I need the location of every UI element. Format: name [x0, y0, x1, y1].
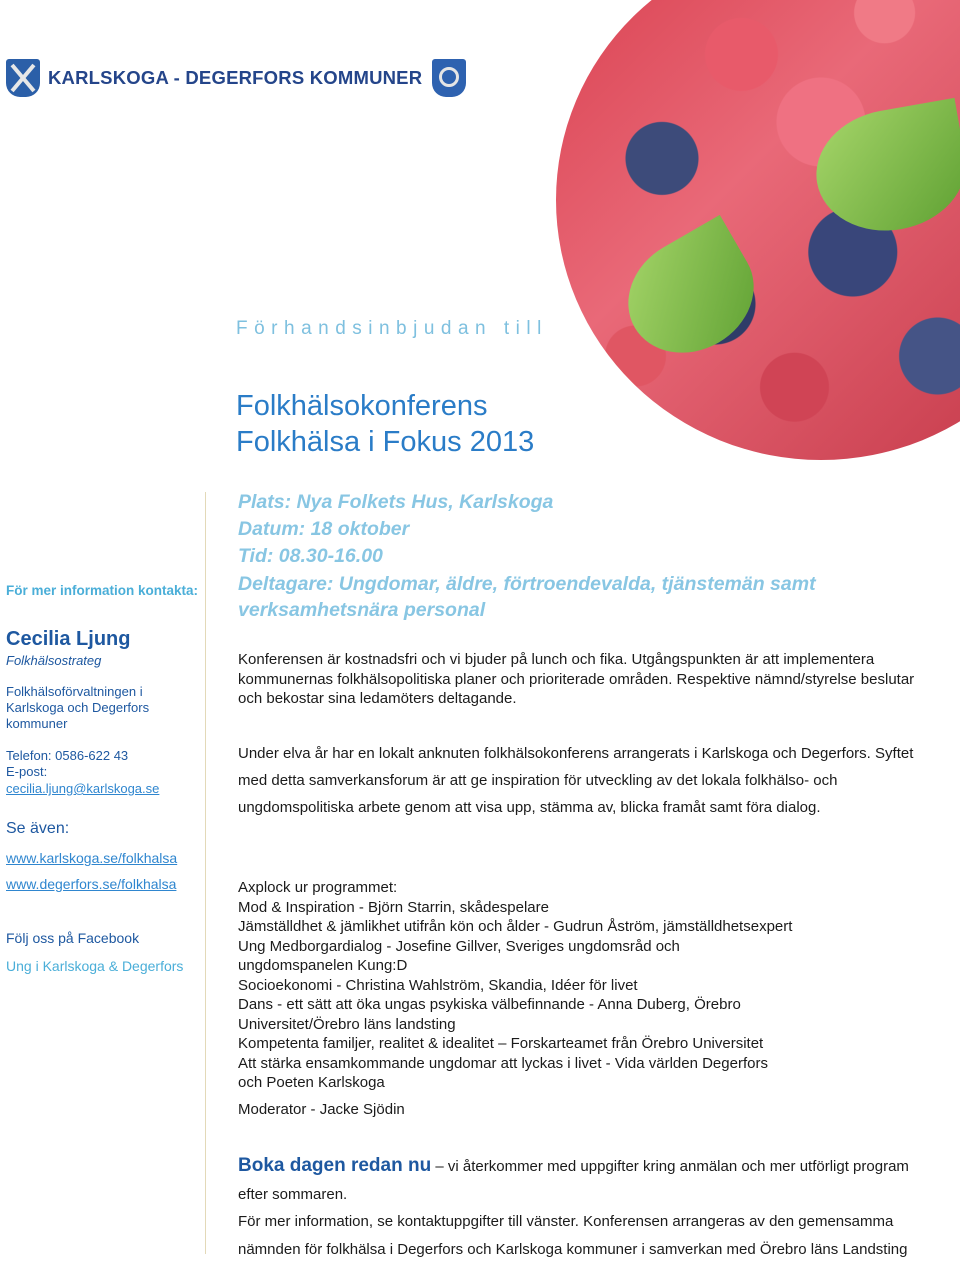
program-item: Dans - ett sätt att öka ungas psykiska välbefinnande - Anna Duberg, Örebro	[238, 996, 741, 1013]
paragraph-cost: Konferensen är kostnadsfri och vi bjuder på lunch och fika. Utgångspunkten är att implementera kommunernas folkhälsopolitiska planer och prioriterade områden. Respektive nämnd/styrelse beslutar och bekostar sina ledamöters deltagande.	[238, 651, 915, 707]
moderator: Moderator - Jacke Sjödin	[238, 1101, 405, 1118]
program-list	[238, 878, 938, 1093]
paragraph-purpose: Under elva år har en lokalt anknuten folkhälsokonferens arrangerats i Karlskoga och Degerfors. Syftet med detta samverkansforum är att ge inspiration för utveckling av det lokala folkhälso- och ungdomspolitiska arbete genom att visa upp, stämma av, blicka framåt samt föra dialog.	[238, 745, 914, 816]
gear-crest-icon	[432, 59, 466, 97]
berries-photo	[556, 0, 960, 460]
event-participants: Deltagare: Ungdomar, äldre, förtroendevalda, tjänstemän samt	[238, 573, 816, 595]
program-item: Ung Medborgardialog - Josefine Gillver, Sveriges ungdomsråd och	[238, 937, 680, 955]
contact-email-label: E-post:	[6, 764, 48, 779]
crossed-swords-crest-icon	[6, 59, 40, 97]
program-item: Att stärka ensamkommande ungdomar att lyckas i livet - Vida världen Degerfors	[238, 1054, 768, 1072]
facebook-label: Följ oss på Facebook	[6, 930, 140, 946]
program-item: Socioekonomi - Christina Wahlström, Skandia, Idéer för livet	[238, 976, 638, 994]
facebook-page-name: Ung i Karlskoga & Degerfors	[6, 958, 184, 974]
program-title: Axplock ur programmet:	[238, 879, 398, 896]
title-line1: Folkhälsokonferens	[236, 390, 488, 422]
karlskoga-link[interactable]: www.karlskoga.se/folkhalsa	[6, 850, 178, 866]
event-place: Plats: Nya Folkets Hus, Karlskoga	[238, 491, 554, 513]
event-date: Datum: 18 oktober	[238, 518, 410, 540]
closing-text: – vi återkommer med uppgifter kring anmälan och mer utförligt program efter sommaren.	[238, 1158, 909, 1203]
contact-name: Cecilia Ljung	[6, 628, 131, 650]
contact-phone: Telefon: 0586-622 43	[6, 748, 129, 763]
closing-section	[238, 1152, 938, 1263]
pre-invitation: Förhandsinbjudan till	[236, 318, 548, 339]
closing-paragraph	[238, 1152, 938, 1208]
program-item: och Poeten Karlskoga	[238, 1074, 385, 1091]
closing-info: För mer information, se kontaktuppgifter till vänster. Konferensen arrangeras av den gemensamma nämnden för folkhälsa i Degerfors och Karlskoga kommuner i samverkan med Örebro läns Landsting	[238, 1213, 908, 1258]
leaf-shape	[807, 98, 960, 242]
program-item: Universitet/Örebro läns landsting	[238, 1015, 456, 1033]
program-item: Mod & Inspiration - Björn Starrin, skådespelare	[238, 898, 549, 916]
closing-headline: Boka dagen redan nu	[238, 1155, 432, 1176]
sidebar-info-label: För mer information kontakta:	[6, 583, 199, 598]
event-time: Tid: 08.30-16.00	[238, 545, 383, 567]
program-item: Jämställdhet & jämlikhet utifrån kön och ålder - Gudrun Åström, jämställdhetsexpert	[238, 918, 793, 935]
program-item: ungdomspanelen Kung:D	[238, 957, 408, 974]
column-divider	[205, 492, 206, 1254]
leaf-shape	[607, 215, 775, 375]
contact-role: Folkhälsostrateg	[6, 653, 102, 668]
contact-email-link[interactable]: cecilia.ljung@karlskoga.se	[6, 781, 160, 796]
event-participants-cont: verksamhetsnära personal	[238, 599, 486, 621]
degerfors-link[interactable]: www.degerfors.se/folkhalsa	[6, 876, 177, 892]
program-item: Kompetenta familjer, realitet & idealitet – Forskarteamet från Örebro Universitet	[238, 1035, 764, 1052]
header-logo	[6, 58, 466, 98]
logo-text: KARLSKOGA - DEGERFORS KOMMUNER	[48, 67, 423, 88]
see-also-label: Se även:	[6, 820, 70, 837]
contact-org: Folkhälsoförvaltningen i Karlskoga och Degerfors kommuner	[6, 684, 150, 731]
title-line2: Folkhälsa i Fokus 2013	[236, 426, 535, 458]
